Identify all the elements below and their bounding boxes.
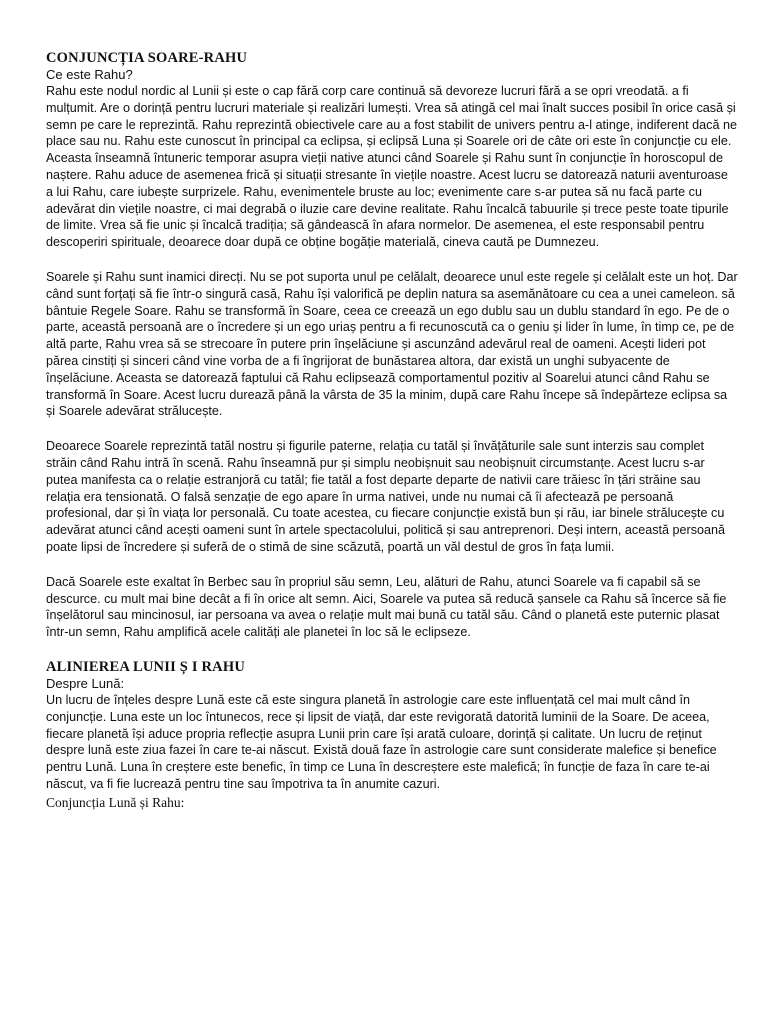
document-page	[46, 50, 738, 811]
section-subtitle-what-is-rahu: Ce este Rahu?	[46, 67, 133, 82]
section-subtitle-about-moon: Despre Lună:	[46, 675, 125, 691]
paragraph-father-relation: Deoarece Soarele reprezintă tatăl nostru și figurile paterne, relația cu tatăl și învățăturile sale sunt interzis sau complet străin când Rahu intră în scenă. Rahu înseamnă pur și simplu neobișnuit sau neobișnuit circumstanțe. Acest lucru s-ar putea manifesta ca o relație estranjoră cu tatăl; fie tatăl a fost departe departe de nativii care trăiesc în țări străine sau relația era tensionată. O falsă senzație de ego apare în urma nativei, unde nu numai că îi afectează pe persoană profesional, dar și în viața lor personală. Cu toate acestea, cu fiecare conjuncție există bun și rău, iar binele strălucește cu adevărat atunci când acești oameni sunt în artele spectacolului, politică și sau antreprenori. Deși intern, această persoană poate lipsi de încredere și suferă de o stimă de sine scăzută, poartă un văl destul de gros în fața lumii.	[46, 439, 726, 554]
paragraph-rahu-intro: Rahu este nodul nordic al Lunii și este o cap fără corp care continuă să devoreze lucruri fără a se opri vreodată. a fi mulțumit. Are o dorință pentru lucruri materiale și realizări lumești. Vrea să atingă cel mai înalt succes posibil în orice casă și semn pe care le reprezintă. Rahu reprezintă obiectivele care au a fost stabilit de univers pentru a-l atinge, indiferent dacă ne place sau nu. Rahu este cunoscut în principal ca eclipsa, și eclipsă Luna și Soarele ori de câte ori este în conjuncție cu ele. Aceasta înseamnă întuneric temporar asupra vieții native atunci când Soarele și Rahu sunt în conjuncție în horoscopul de naștere. Rahu aduce de asemenea frică și situații stresante în viețile noastre. Acest lucru se datorează naturii aventuroase a lui Rahu, care iubește surprizele. Rahu, evenimentele bruste au loc; evenimente care s-ar putea să nu facă parte cu adevărat din viețile noastre, ci mai degrabă o iluzie care devine realitate. Rahu încalcă tabuurile și trece peste toate tipurile de limite. Vrea să fie unic și încalcă tradiția; să gândească în afara normelor. De asemenea, el este responsabil pentru descoperiri spirituale, deoarece doar după ce obține bogăție materială, cineva caută pe Dumnezeu.	[46, 84, 737, 250]
section-title-moon-rahu: ALINIEREA LUNII Ș I RAHU	[46, 658, 245, 675]
heading-moon-rahu-conjunction: Conjuncția Lună și Rahu:	[46, 794, 185, 810]
section-title-sun-rahu: CONJUNCȚIA SOARE-RAHU	[46, 50, 248, 66]
paragraph-moon-description: Un lucru de înțeles despre Lună este că este singura planetă în astrologie care este influențată cel mai mult când în conjuncție. Luna este un loc întunecos, rece și lipsit de viață, dar este revigorată datorită luminii de la Soare. De aceea, fiecare planetă își aduce propria reflecție asupra Lunii prin care își arată culoare, dorință și calitate. Un lucru de reținut despre lună este ziua fazei în care te-ai născut. Există două faze în astrologie care sunt considerate malefice și benefice pentru Lună. Luna în creștere este benefic, în timp ce Luna în descreștere este malefică; în funcție de faza în care te-ai născut, va fi fie lucrează pentru tine sau împotriva ta în anumite cazuri.	[46, 692, 717, 791]
paragraph-sun-rahu-enemies: Soarele și Rahu sunt inamici direcți. Nu se pot suporta unul pe celălalt, deoarece unul este regele și celălalt este un hoț. Dar când sunt forțați să fie într-o singură casă, Rahu își valorifică pe deplin natura sa asemănătoare cu cea a unei cameleon. să bântuie Regele Soare. Rahu se transformă în Soare, ceea ce creează un ego dublu sau un dublu standard în ego. Pe de o parte, această persoană are o încredere și un ego uriaș pentru a fi recunoscută ca o geniu și lider în lume, în timp ce, pe de altă parte, Rahu vrea să se strecoare în putere prin înșelăciune și ascunzând adevărul real de oameni. Acești lideri pot părea cinstiți și sinceri când vine vorba de a fi îngrijorat de bunăstarea altora, dar există un unghi subyacente de înșelăciune. Aceasta se datorează faptului că Rahu eclipsează comportamentul pozitiv al Soarelui atunci când Rahu se transformă în Soare. Acest lucru durează până la vârsta de 35 la minim, după care Rahu începe să îndepărteze eclipsa sa și Soarele adevărat strălucește.	[46, 269, 738, 419]
paragraph-exalted-sun: Dacă Soarele este exaltat în Berbec sau în propriul său semn, Leu, alături de Rahu, atunci Soarele va fi capabil să se descurce. cu mult mai bine decât a fi în orice alt semn. Aici, Soarele va putea să reducă șansele ca Rahu să încerce să fie înșelătorul sau mincinosul, iar persoana va avea o relație mult mai bună cu tatăl său. Când o planetă este puternic plasat într-un semn, Rahu amplifică acele calități ale planetei în loc să le eclipseze.	[46, 574, 727, 640]
